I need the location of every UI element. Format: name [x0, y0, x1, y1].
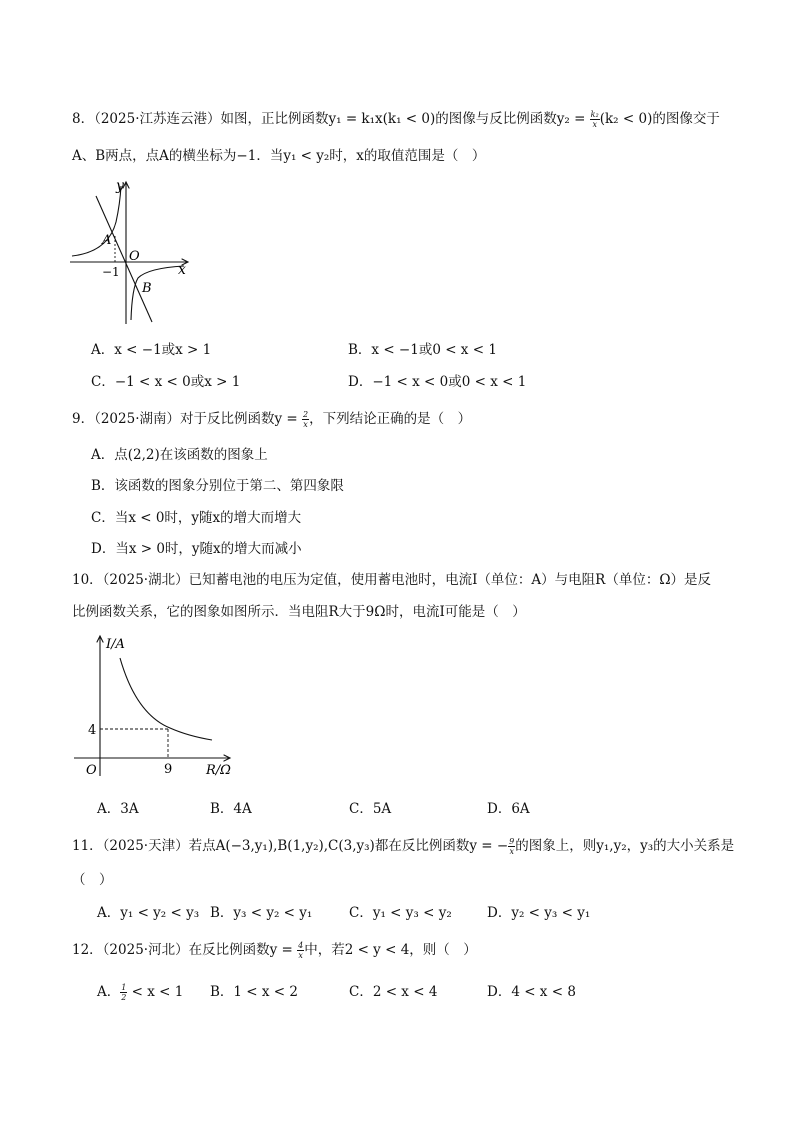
q10-option-a[interactable]: A．3A [97, 801, 139, 817]
q8-label-a: A [102, 233, 112, 248]
q9-line1 [72, 409, 471, 429]
q8-label-tick: −1 [102, 265, 120, 279]
q10-line2: 比例函数关系，它的图象如图所示．当电阻R大于9Ω时，电流I可能是（ ） [72, 604, 526, 620]
q10-label-y: I/A [106, 637, 125, 652]
q11-option-a[interactable]: A．y₁ < y₂ < y₃ [97, 905, 200, 921]
q9-stem-head: 9．（2025·湖南）对于反比例函数y = [72, 411, 303, 427]
q11-line1 [72, 836, 734, 856]
q12-option-c[interactable]: C．2 < x < 4 [349, 984, 438, 1000]
q12-fraction: $\frac{4}{x}$ [298, 941, 304, 960]
q8-stem-head: 8．（2025·江苏连云港）如图，正比例函数y₁ = k₁x(k₁ < 0)的图像与反比例函数y₂ = [72, 111, 590, 127]
q10-figure [70, 630, 245, 785]
q8-label-b: B [142, 281, 152, 296]
q8-label-x: x [178, 262, 186, 278]
q12-stem-head: 12．（2025·河北）在反比例函数y = [72, 942, 298, 958]
q10-curve [120, 658, 212, 740]
q11-option-d[interactable]: D．y₂ < y₃ < y₁ [487, 905, 591, 921]
q12-line1 [72, 940, 477, 960]
q11-stem-head: 11．（2025·天津）若点A(−3,y₁),B(1,y₂),C(3,y₃)都在反比例函数y = − [72, 838, 509, 854]
q10-label-xtick: 9 [164, 762, 173, 777]
q8-figure [66, 178, 206, 328]
q11-option-b[interactable]: B．y₃ < y₂ < y₁ [210, 905, 313, 921]
q10-label-ytick: 4 [88, 723, 97, 738]
q12-stem-tail: 中，若2 < y < 4，则（ ） [304, 942, 477, 958]
q12-option-a-label: A． [97, 984, 121, 1000]
q10-line1: 10．（2025·湖北）已知蓄电池的电压为定值，使用蓄电池时，电流I（单位：A）与电阻R（单位：Ω）是反 [72, 572, 712, 588]
q10-option-d[interactable]: D．6A [487, 801, 530, 817]
q9-fraction: $\frac{2}{x}$ [303, 410, 309, 429]
q8-label-origin: O [129, 249, 140, 264]
q8-label-y: y [116, 178, 124, 194]
q11-fraction: $\frac{9}{x}$ [509, 837, 515, 856]
q8-option-c[interactable]: C．−1 < x < 0或x > 1 [91, 374, 241, 390]
q9-option-d[interactable]: D．当x > 0时，y随x的增大而减小 [91, 541, 302, 557]
q9-option-a[interactable]: A．点(2,2)在该函数的图象上 [91, 447, 268, 463]
q12-option-b[interactable]: B．1 < x < 2 [210, 984, 299, 1000]
q8-line2: A、B两点，点A的横坐标为−1．当y₁ < y₂时，x的取值范围是（ ） [72, 148, 486, 164]
q12-option-a[interactable] [97, 982, 183, 1002]
q10-option-c[interactable]: C．5A [349, 801, 392, 817]
q9-option-b[interactable]: B．该函数的图象分别位于第二、第四象限 [91, 478, 344, 494]
q8-line-y1 [96, 196, 152, 322]
q10-option-b[interactable]: B．4A [210, 801, 252, 817]
q8-option-d[interactable]: D．−1 < x < 0或0 < x < 1 [348, 374, 527, 390]
q10-label-origin: O [86, 763, 97, 778]
q9-stem-tail: ，下列结论正确的是（ ） [309, 411, 472, 427]
q8-option-b[interactable]: B．x < −1或0 < x < 1 [348, 342, 497, 358]
q8-line1 [72, 109, 720, 129]
q9-option-c[interactable]: C．当x < 0时，y随x的增大而增大 [91, 510, 302, 526]
q12-option-d[interactable]: D．4 < x < 8 [487, 984, 576, 1000]
q8-fraction: $\frac{\text{k₂}}{x}$ [590, 110, 599, 129]
q12-option-a-fraction: $\frac{1}{2}$ [121, 983, 127, 1002]
q8-option-a[interactable]: A．x < −1或x > 1 [91, 342, 212, 358]
q11-stem-tail: 的图象上，则y₁,y₂，y₃的大小关系是 [515, 838, 735, 854]
q11-option-c[interactable]: C．y₁ < y₃ < y₂ [349, 905, 452, 921]
q8-stem-tail: (k₂ < 0)的图像交于 [599, 111, 720, 127]
q12-option-a-tail: < x < 1 [127, 984, 184, 1000]
q10-label-x: R/Ω [206, 763, 231, 778]
q11-line2: （ ） [72, 872, 113, 888]
